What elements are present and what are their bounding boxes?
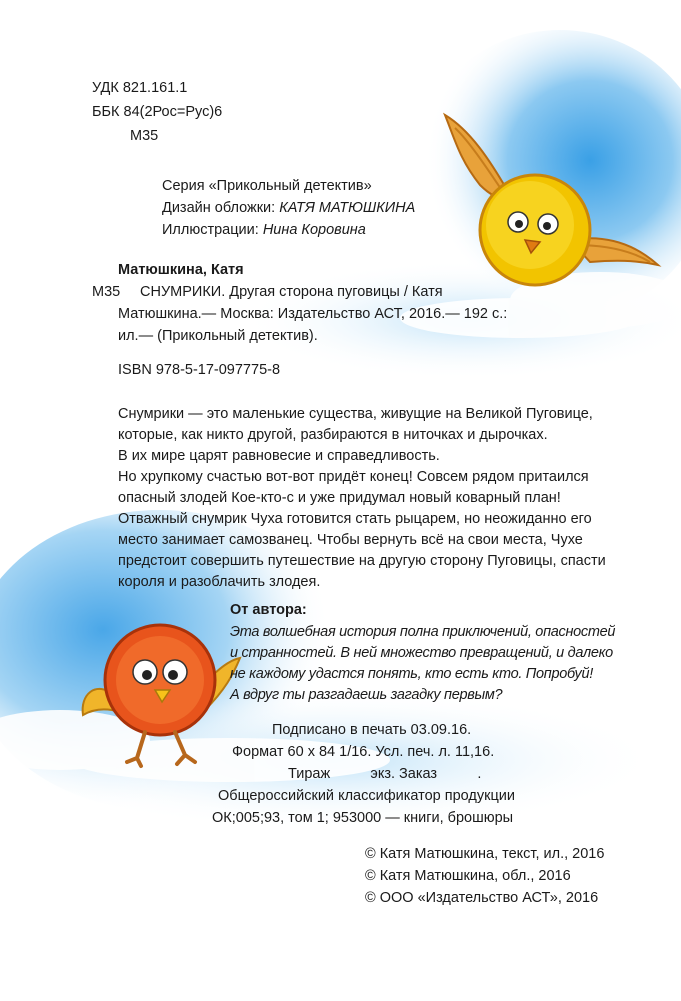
- record-series-line: ил.— (Прикольный детектив).: [118, 328, 318, 344]
- udk-code: УДК 821.161.1: [92, 80, 188, 96]
- description-line: В их мире царят равновесие и справедливость.: [118, 448, 440, 464]
- cover-design-label: Дизайн обложки:: [162, 200, 280, 216]
- from-author-text: [230, 624, 630, 714]
- bbk-code: ББК 84(2Рос=Рус)6: [92, 104, 223, 120]
- illustrations-label: Иллюстрации:: [162, 222, 263, 238]
- author-mark: М35: [130, 128, 159, 144]
- author-note-line: А вдруг ты разгадаешь загадку первым?: [230, 687, 503, 703]
- record-author: Матюшкина, Катя: [118, 262, 244, 278]
- cover-designer-name: КАТЯ МАТЮШКИНА: [279, 200, 416, 216]
- description-line: опасный злодей Кое-кто-с и уже придумал новый коварный план!: [118, 490, 561, 506]
- author-note-line: Эта волшебная история полна приключений, опасностей: [230, 624, 616, 640]
- from-author-heading: От автора:: [230, 602, 307, 618]
- record-publisher-line: Матюшкина.— Москва: Издательство АСТ, 2016.— 192 с.:: [118, 306, 508, 322]
- description-line: короля и разоблачить злодея.: [118, 574, 321, 590]
- copyright-publisher: © ООО «Издательство АСТ», 2016: [365, 890, 599, 906]
- series-line: Серия «Прикольный детектив»: [162, 178, 372, 194]
- description-line: предстоит совершить путешествие на другую сторону Пуговицы, спасти: [118, 553, 606, 569]
- description-line: Но хрупкому счастью вот-вот придёт конец! Совсем рядом притаился: [118, 469, 589, 485]
- cover-design-line: [162, 200, 415, 216]
- record-title-line: СНУМРИКИ. Другая сторона пуговицы / Катя: [140, 284, 443, 300]
- illustrator-name: Нина Коровина: [262, 222, 366, 238]
- author-note-line: и странностей. В ней множество превращений, и далеко: [230, 645, 613, 661]
- imprint-signed: Подписано в печать 03.09.16.: [272, 722, 472, 738]
- copyright-cover: © Катя Матюшкина, обл., 2016: [365, 868, 571, 884]
- yellow-bird-illustration: [420, 100, 665, 300]
- imprint-classifier-code: ОК;005;93, том 1; 953000 — книги, брошюры: [212, 810, 514, 826]
- description-line: Отважный снумрик Чуха готовится стать рыцарем, но неожиданно его: [118, 511, 592, 527]
- imprint-format: Формат 60 х 84 1/16. Усл. печ. л. 11,16.: [232, 744, 495, 760]
- description-line: место занимает самозванец. Чтобы вернуть всё на свои места, Чухе: [118, 532, 583, 548]
- orange-bird-illustration: [75, 600, 245, 770]
- book-description: [118, 406, 638, 606]
- description-line: которые, как никто другой, разбираются в ниточках и дырочках.: [118, 427, 548, 443]
- isbn: ISBN 978-5-17-097775-8: [118, 362, 281, 378]
- author-note-line: не каждому удастся понять, кто есть кто. Попробуй!: [230, 666, 593, 682]
- imprint-classifier: Общероссийский классификатор продукции: [218, 788, 515, 804]
- record-code: М35: [92, 284, 121, 300]
- imprint-print-run: Тираж экз. Заказ .: [288, 766, 482, 782]
- illustrations-line: [162, 222, 366, 238]
- description-line: Снумрики — это маленькие существа, живущие на Великой Пуговице,: [118, 406, 593, 422]
- copyright-text: © Катя Матюшкина, текст, ил., 2016: [365, 846, 605, 862]
